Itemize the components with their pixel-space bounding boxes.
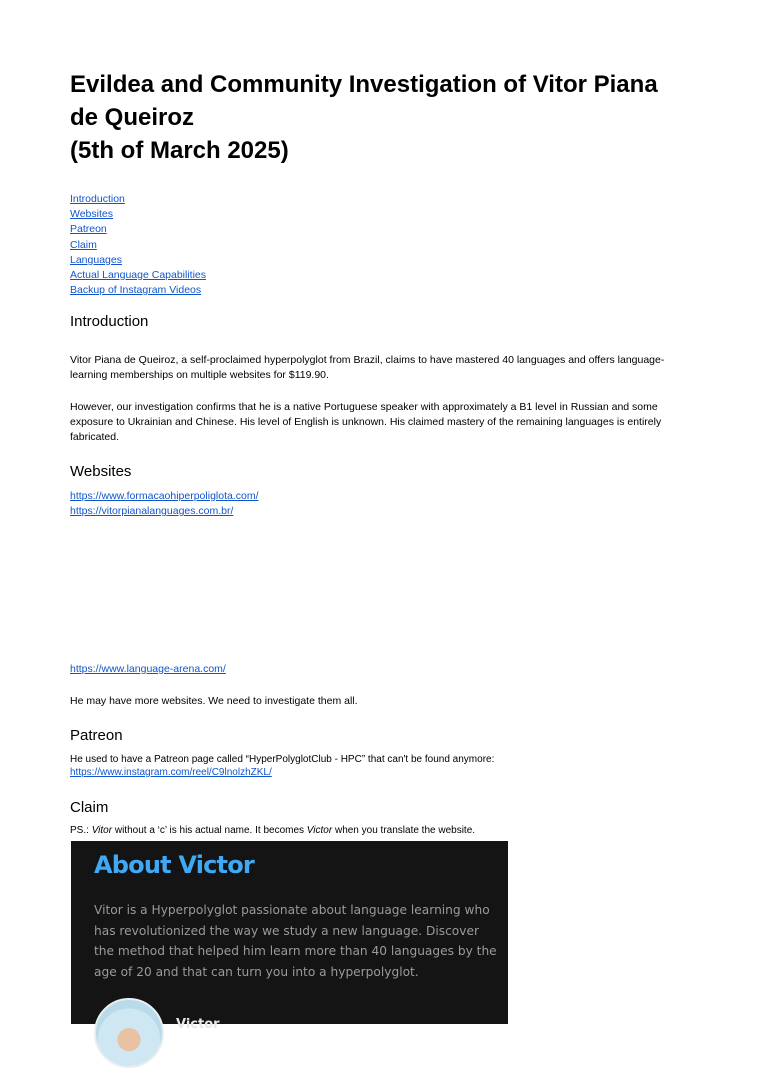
toc-item [70, 207, 206, 222]
about-victor-title: About Victor [94, 851, 254, 879]
toc-item [70, 253, 206, 268]
claim-heading: Claim [70, 799, 109, 816]
title-line-1: Evildea and Community Investigation of Vitor Piana [70, 71, 658, 98]
toc-item [70, 283, 206, 298]
toc-link-websites[interactable]: Websites [70, 208, 113, 221]
websites-heading: Websites [70, 463, 132, 480]
introduction-paragraph-2: However, our investigation confirms that he is a native Portuguese speaker with approximately a B1 level in Russian and some exposure to Ukrainian and Chinese. His level of English is unknown. His claimed mastery of the remaining languages is entirely fabricated. [70, 401, 662, 444]
toc-item [70, 222, 206, 237]
claim-ps-note [70, 824, 700, 838]
patreon-heading: Patreon [70, 727, 123, 744]
toc-link-actual-language-capabilities[interactable]: Actual Language Capabilities [70, 269, 207, 282]
ps-middle: without a ‘c’ is his actual name. It becomes [112, 825, 307, 836]
website-link-formacaohiperpoliglota[interactable]: https://www.formacaohiperpoliglota.com/ [70, 490, 259, 502]
website-link-language-arena[interactable]: https://www.language-arena.com/ [70, 663, 226, 675]
document-title [70, 68, 710, 167]
websites-link-3 [70, 662, 226, 677]
ps-victor: Victor [306, 825, 333, 836]
toc-link-languages[interactable]: Languages [70, 253, 122, 266]
introduction-paragraph-1: Vitor Piana de Queiroz, a self-proclaimed hyperpolyglot from Brazil, claims to have mastered 40 languages and offers language-learning memberships on multiple websites for $119.90. [70, 354, 665, 382]
title-line-3: (5th of March 2025) [70, 137, 289, 164]
patreon-text: He used to have a Patreon page called “HyperPolyglotClub - HPC” that can't be found anymore: [70, 754, 495, 765]
about-victor-screenshot [71, 841, 508, 1032]
toc-item [70, 238, 206, 253]
title-line-2: de Queiroz [70, 104, 195, 131]
websites-note: He may have more websites. We need to investigate them all. [70, 695, 358, 707]
about-victor-text: Vitor is a Hyperpolyglot passionate about language learning who has revolutionized the way we study a new language. Discover the method that helped him learn more than 40 languages by the age of 20 and that can turn you into a hyperpolyglot. [94, 903, 497, 979]
patreon-instagram-link[interactable]: https://www.instagram.com/reel/C9lnolzhZKL/ [70, 767, 272, 778]
patreon-link-wrap [70, 766, 272, 780]
toc-link-introduction[interactable]: Introduction [70, 193, 125, 205]
ps-suffix: when you translate the website. [332, 825, 476, 836]
toc-link-backup-instagram-videos[interactable]: Backup of Instagram Videos [70, 284, 202, 297]
toc-item [70, 192, 206, 207]
ps-prefix: PS.: [70, 825, 92, 836]
avatar [94, 998, 164, 1068]
toc-item [70, 268, 206, 283]
introduction-heading: Introduction [70, 313, 149, 330]
ps-vitor: Vitor [91, 825, 113, 836]
website-link-vitorpianalanguages[interactable]: https://vitorpianalanguages.com.br/ [70, 505, 234, 518]
toc-link-patreon[interactable]: Patreon [70, 223, 107, 236]
websites-links [70, 489, 259, 519]
avatar-name: Victor [176, 1017, 220, 1032]
toc-link-claim[interactable]: Claim [70, 238, 97, 251]
table-of-contents [70, 192, 206, 298]
